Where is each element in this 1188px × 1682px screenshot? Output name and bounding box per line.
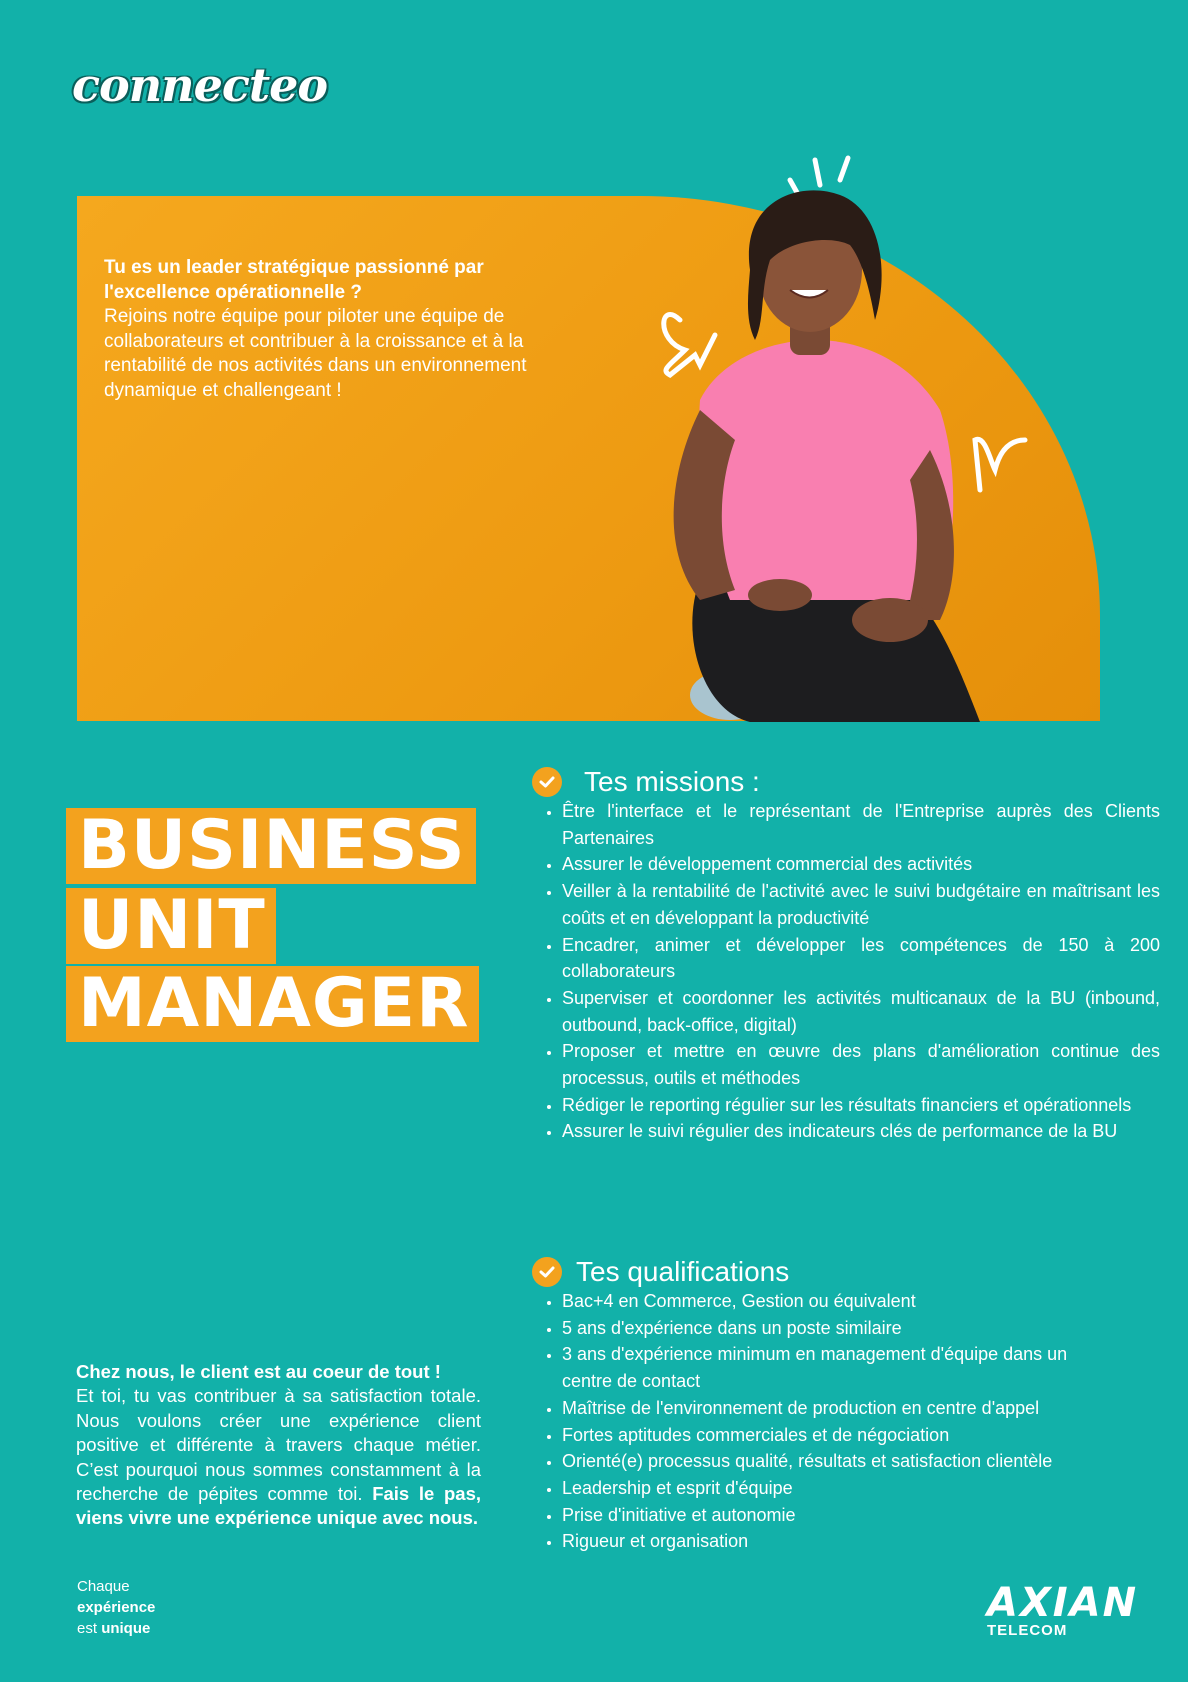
list-item: • Leadership et esprit d'équipe bbox=[562, 1475, 1160, 1502]
title-business: BUSINESS bbox=[66, 808, 476, 884]
hero-text bbox=[104, 256, 534, 403]
list-item: • Superviser et coordonner les activités multicanaux de la BU (inbound, outbound, back-office, digital) bbox=[562, 985, 1160, 1038]
list-item: • Rigueur et organisation bbox=[562, 1528, 1160, 1555]
missions-section bbox=[532, 766, 1160, 1145]
qualifications-list bbox=[532, 1288, 1160, 1555]
check-icon bbox=[532, 1257, 562, 1287]
list-item: • Être l'interface et le représentant de l'Entreprise auprès des Clients Partenaires bbox=[562, 798, 1160, 851]
hero-lead: Tu es un leader stratégique passionné par l'excellence opérationnelle ? bbox=[104, 257, 484, 303]
squiggle-right-icon bbox=[975, 439, 1025, 490]
squiggle-left-icon bbox=[664, 314, 715, 375]
axian-telecom-logo: AXIAN TELECOM bbox=[987, 1580, 1139, 1639]
list-item: • Rédiger le reporting régulier sur les résultats financiers et opérationnels bbox=[562, 1092, 1160, 1119]
connecteo-logo: connecteo bbox=[72, 58, 328, 112]
hero-body: Rejoins notre équipe pour piloter une équipe de collaborateurs et contribuer à la croissance et à la rentabilité de nos activités dans un environnement dynamique et challengeant ! bbox=[104, 306, 527, 401]
slogan: Chaque expérience est unique bbox=[77, 1578, 156, 1637]
list-item: • 3 ans d'expérience minimum en management d'équipe dans un centre de contact bbox=[562, 1341, 1160, 1394]
list-item: • Fortes aptitudes commerciales et de négociation bbox=[562, 1422, 1160, 1449]
list-item: • Bac+4 en Commerce, Gestion ou équivalent bbox=[562, 1288, 1160, 1315]
intro-cta: Fais le pas, viens vivre une expérience unique avec nous. bbox=[76, 1483, 481, 1529]
check-icon bbox=[532, 767, 562, 797]
list-item: • Assurer le suivi régulier des indicateurs clés de performance de la BU bbox=[562, 1118, 1160, 1145]
title-manager: MANAGER bbox=[66, 966, 479, 1042]
missions-list bbox=[532, 798, 1160, 1145]
qualifications-heading: Tes qualifications bbox=[532, 1256, 1160, 1288]
list-item: • Orienté(e) processus qualité, résultats et satisfaction clientèle bbox=[562, 1448, 1160, 1475]
list-item: • Maîtrise de l'environnement de production en centre d'appel bbox=[562, 1395, 1160, 1422]
person-photo bbox=[640, 150, 1060, 722]
list-item: • 5 ans d'expérience dans un poste similaire bbox=[562, 1315, 1160, 1342]
list-item: • Proposer et mettre en œuvre des plans d'amélioration continue des processus, outils et méthodes bbox=[562, 1038, 1160, 1091]
missions-heading: Tes missions : bbox=[532, 766, 1160, 798]
list-item: • Encadrer, animer et développer les compétences de 150 à 200 collaborateurs bbox=[562, 932, 1160, 985]
qualifications-section bbox=[532, 1256, 1160, 1555]
title-unit: UNIT bbox=[66, 888, 276, 964]
intro-body: Et toi, tu vas contribuer à sa satisfaction totale. Nous voulons créer une expérience client positive et différente à travers chaque métier. C’est pourquoi nous sommes constamment à la recherche de pépites comme toi. bbox=[76, 1385, 481, 1505]
intro-lead: Chez nous, le client est au coeur de tout ! bbox=[76, 1361, 441, 1382]
list-item: • Assurer le développement commercial des activités bbox=[562, 851, 1160, 878]
list-item: • Prise d'initiative et autonomie bbox=[562, 1502, 1160, 1529]
list-item: • Veiller à la rentabilité de l'activité avec le suivi budgétaire en maîtrisant les coûts et en développant la productivité bbox=[562, 878, 1160, 931]
company-intro bbox=[76, 1360, 481, 1531]
